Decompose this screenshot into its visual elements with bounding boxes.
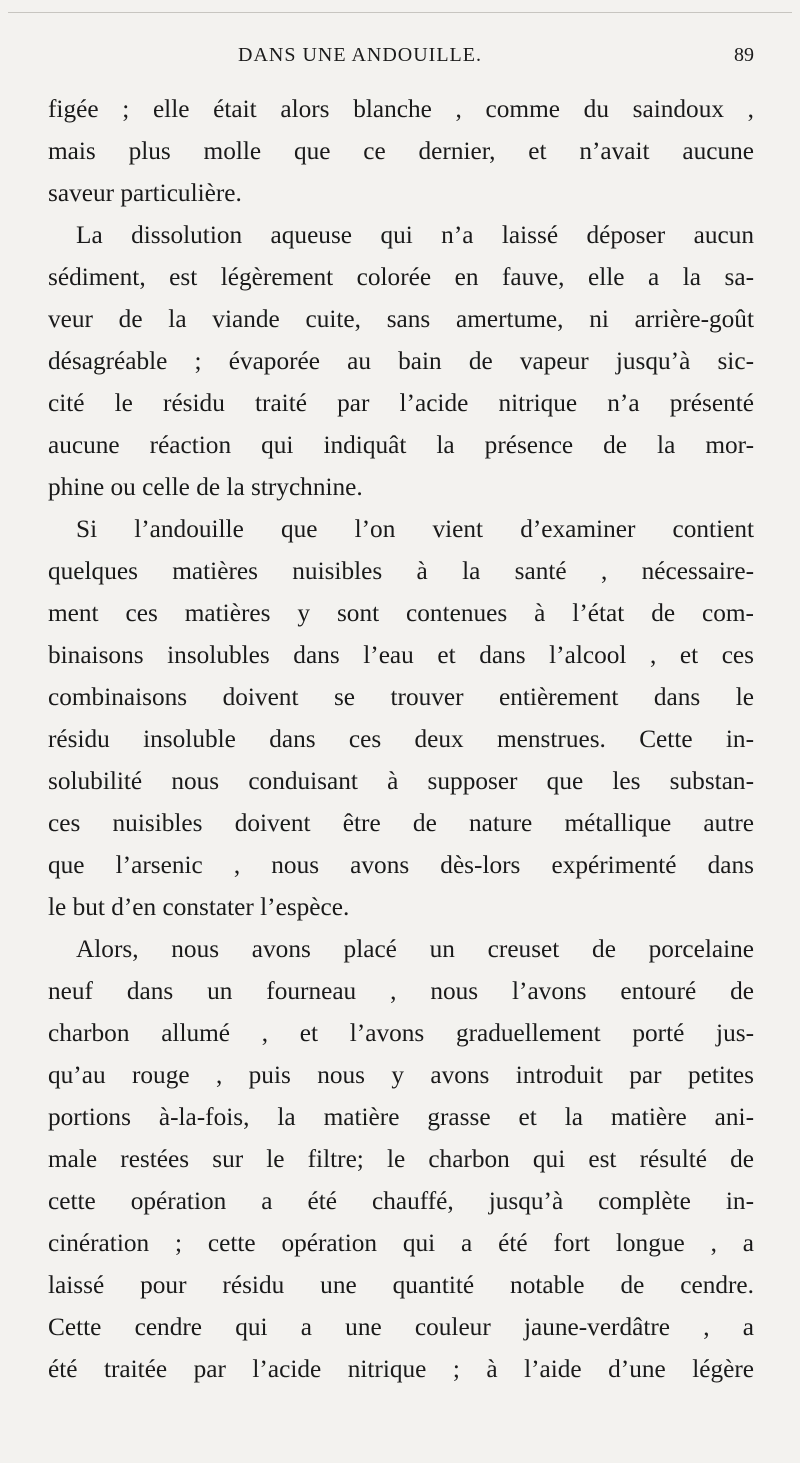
text-line: veur de la viande cuite, sans amertume, ni arrière-goût [48,305,754,333]
text-line: résidu insoluble dans ces deux menstrues. Cette in- [48,725,754,753]
text-line: désagréable ; évaporée au bain de vapeur jusqu’à sic- [48,347,754,375]
page-number: 89 [734,44,754,66]
text-line: phine ou celle de la strychnine. [48,473,363,501]
text-line: laissé pour résidu une quantité notable de cendre. [48,1271,754,1299]
text-line: ment ces matières y sont contenues à l’état de com- [48,599,754,627]
text-line: Alors, nous avons placé un creuset de porcelaine [76,935,754,963]
body-text [48,88,754,1390]
text-line: male restées sur le filtre; le charbon qui est résulté de [48,1145,754,1173]
page-header [48,44,754,74]
page-edge-line [8,12,792,13]
text-line: quelques matières nuisibles à la santé , nécessaire- [48,557,754,585]
text-line: qu’au rouge , puis nous y avons introduit par petites [48,1061,754,1089]
text-line: Cette cendre qui a une couleur jaune-verdâtre , a [48,1313,754,1341]
text-line: figée ; elle était alors blanche , comme du saindoux , [48,95,754,123]
text-line: aucune réaction qui indiquât la présence de la mor- [48,431,754,459]
text-line: solubilité nous conduisant à supposer que les substan- [48,767,754,795]
text-line: Si l’andouille que l’on vient d’examiner contient [76,515,754,543]
text-line: le but d’en constater l’espèce. [48,893,350,921]
text-line: binaisons insolubles dans l’eau et dans l’alcool , et ces [48,641,754,669]
text-line: cette opération a été chauffé, jusqu’à complète in- [48,1187,754,1215]
text-line: portions à-la-fois, la matière grasse et la matière ani- [48,1103,754,1131]
text-line: combinaisons doivent se trouver entièrement dans le [48,683,754,711]
running-head: DANS UNE ANDOUILLE. [238,44,482,66]
text-line: cinération ; cette opération qui a été fort longue , a [48,1229,754,1257]
text-line: que l’arsenic , nous avons dès-lors expérimenté dans [48,851,754,879]
text-line: cité le résidu traité par l’acide nitrique n’a présenté [48,389,754,417]
text-line: La dissolution aqueuse qui n’a laissé déposer aucun [76,221,754,249]
text-line: ces nuisibles doivent être de nature métallique autre [48,809,754,837]
text-line: sédiment, est légèrement colorée en fauve, elle a la sa- [48,263,754,291]
text-line: saveur particulière. [48,179,242,207]
text-line: charbon allumé , et l’avons graduellement porté jus- [48,1019,754,1047]
text-line: neuf dans un fourneau , nous l’avons entouré de [48,977,754,1005]
text-line: mais plus molle que ce dernier, et n’avait aucune [48,137,754,165]
text-line: été traitée par l’acide nitrique ; à l’aide d’une légère [48,1355,754,1383]
